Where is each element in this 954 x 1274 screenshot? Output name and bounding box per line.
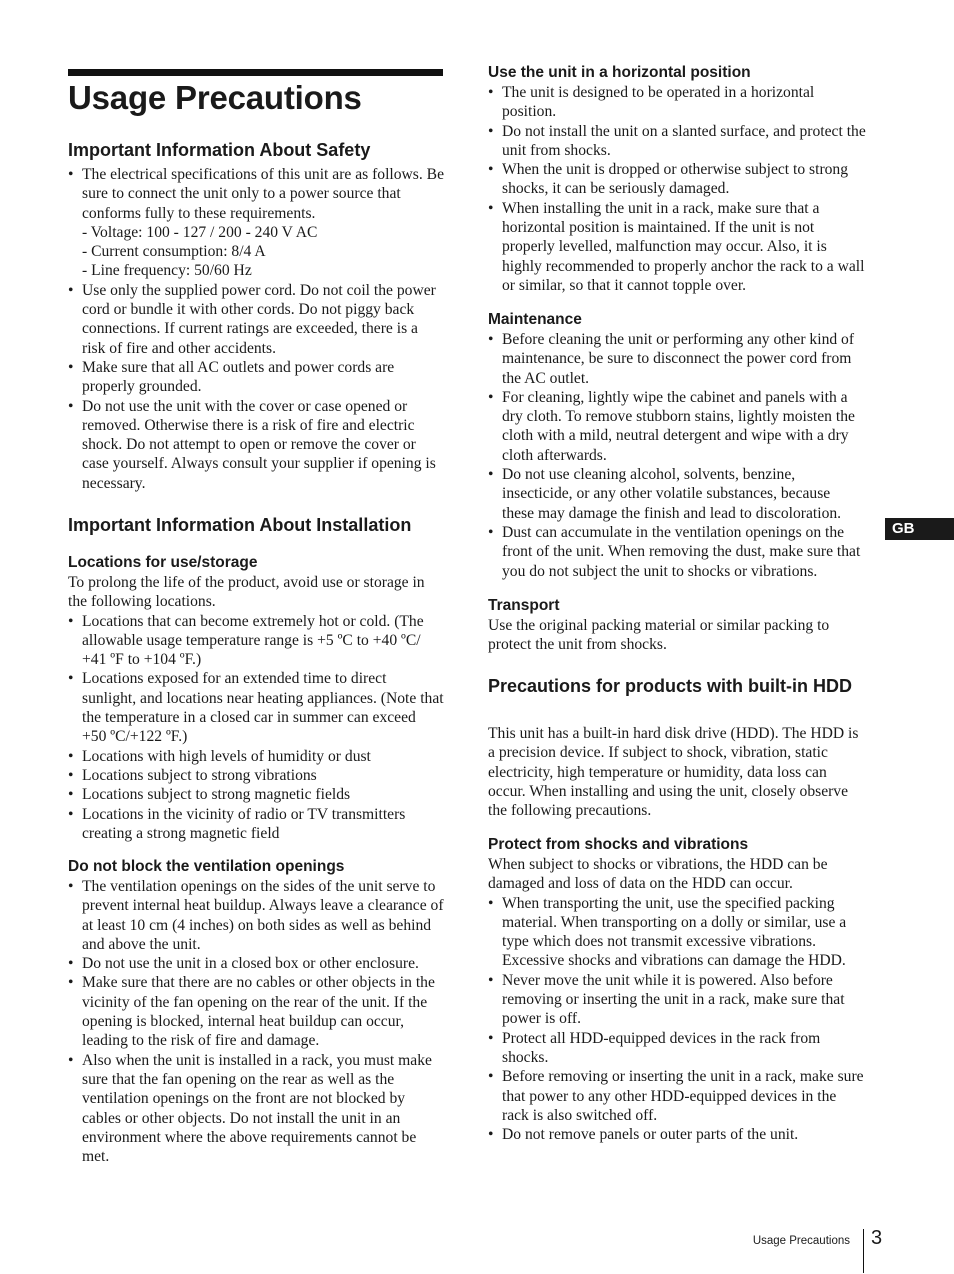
- hdd-heading: Precautions for products with built-in HDD: [488, 676, 852, 696]
- list-item: • Do not use the unit with the cover or case opened or removed. Otherwise there is a risk of fire and electric shock. Do not attempt to open or remove the cover or case yourself. Always consult your supplier if opening is necessary.: [68, 397, 444, 493]
- hdd-intro-block: [488, 724, 866, 820]
- maintenance-heading: Maintenance: [488, 311, 582, 328]
- list-item: • Protect all HDD-equipped devices in the rack from shocks.: [488, 1029, 866, 1068]
- spec-current: - Current consumption: 8/4 A: [82, 243, 266, 261]
- list-item: • Do not use the unit in a closed box or other enclosure.: [68, 954, 444, 973]
- list-item: • The unit is designed to be operated in a horizontal position.: [488, 83, 866, 122]
- locations-intro: To prolong the life of the product, avoid use or storage in the following locations.: [68, 574, 425, 611]
- list-item: • Before cleaning the unit or performing any other kind of maintenance, be sure to disconnect the power cord from the AC outlet.: [488, 330, 866, 388]
- list-item: • When installing the unit in a rack, make sure that a horizontal position is maintained. If the unit is not properly levelled, malfunction may occur. Also, it is highly recommended to properly anchor the rack to a wall or similar, so that it cannot topple over.: [488, 199, 866, 295]
- list-item: • Make sure that all AC outlets and power cords are properly grounded.: [68, 358, 444, 397]
- horizontal-block: [488, 63, 866, 295]
- list-item: • Locations subject to strong magnetic fields: [68, 785, 444, 804]
- title-rule: [68, 69, 443, 76]
- list-item: • Before removing or inserting the unit in a rack, make sure that power to any other HDD-equipped devices in the rack is also switched off.: [488, 1067, 866, 1125]
- list-item: • The ventilation openings on the sides of the unit serve to prevent internal heat buildup. Always leave a clearance of at least 10 cm (4 inches) on both sides as well as behind and above the unit.: [68, 877, 444, 954]
- protect-intro: When subject to shocks or vibrations, the HDD can be damaged and loss of data on the HDD can occur.: [488, 856, 828, 893]
- language-tab: GB: [885, 518, 954, 540]
- transport-heading: Transport: [488, 597, 560, 614]
- spec-frequency: - Line frequency: 50/60 Hz: [82, 262, 252, 280]
- list-item: • Also when the unit is installed in a rack, you must make sure that the fan opening on the rear as well as the ventilation openings on the front are not blocked by cables or other objects. Do not install the unit in an environment where the above requirements cannot be met.: [68, 1051, 444, 1167]
- list-item: • Locations exposed for an extended time to direct sunlight, and locations near heating appliances. (Note that the temperature in a closed car in summer can exceed +50 ºC/+122 ºF.): [68, 669, 444, 746]
- list-item: • When the unit is dropped or otherwise subject to strong shocks, it can be seriously damaged.: [488, 160, 866, 199]
- ventilation-block: [68, 857, 444, 1166]
- locations-block: [68, 553, 444, 843]
- list-item: • Locations in the vicinity of radio or TV transmitters creating a strong magnetic field: [68, 805, 444, 844]
- list-item: • Use only the supplied power cord. Do not coil the power cord or bundle it with other cords. Do not piggy back connections. If current ratings are exceeded, there is a risk of fire and other accidents.: [68, 281, 444, 358]
- locations-heading: Locations for use/storage: [68, 554, 258, 571]
- safety-heading: Important Information About Safety: [68, 140, 371, 160]
- hdd-section: [488, 675, 866, 698]
- footer-divider: [863, 1229, 864, 1273]
- spec-voltage: - Voltage: 100 - 127 / 200 - 240 V AC: [82, 223, 318, 241]
- list-item: • Dust can accumulate in the ventilation openings on the front of the unit. When removing the dust, make sure that you do not subject the unit to shocks or vibrations.: [488, 523, 866, 581]
- list-item: • For cleaning, lightly wipe the cabinet and panels with a dry cloth. To remove stubborn stains, lightly moisten the cloth with a mild, neutral detergent and wipe with a dry cloth afterwards.: [488, 388, 866, 465]
- hdd-intro: This unit has a built-in hard disk drive (HDD). The HDD is a precision device. If subject to shock, vibration, static electricity, high temperature or humidity, data loss can occur. When installing and using the unit, closely observe the following precautions.: [488, 725, 859, 820]
- protect-heading: Protect from shocks and vibrations: [488, 836, 749, 853]
- safety-section: [68, 139, 444, 162]
- list-item: • Never move the unit while it is powered. Also before removing or inserting the unit in a rack, make sure that power is off.: [488, 971, 866, 1029]
- safety-bullet-1: The electrical specifications of this unit are as follows. Be sure to connect the unit only to a power source that conforms fully to these requirements.: [82, 166, 444, 222]
- page-title: Usage Precautions: [68, 79, 362, 116]
- transport-block: [488, 596, 866, 655]
- installation-section: [68, 514, 444, 537]
- maintenance-block: [488, 310, 866, 581]
- footer-label: Usage Precautions: [752, 1235, 850, 1247]
- list-item: • Do not remove panels or outer parts of the unit.: [488, 1125, 866, 1144]
- transport-text: Use the original packing material or similar packing to protect the unit from shocks.: [488, 617, 830, 654]
- list-item: • Do not use cleaning alcohol, solvents, benzine, insecticide, or any other volatile substances, because these may damage the finish and lead to discoloration.: [488, 465, 866, 523]
- ventilation-heading: Do not block the ventilation openings: [68, 858, 345, 875]
- safety-list: [68, 165, 444, 493]
- list-item: • Locations with high levels of humidity or dust: [68, 747, 444, 766]
- list-item: [68, 165, 444, 281]
- protect-block: [488, 835, 866, 1144]
- list-item: • When transporting the unit, use the specified packing material. When transporting on a dolly or similar, use a type which does not transmit excessive vibrations. Excessive shocks and vibrations can damage the HDD.: [488, 894, 866, 971]
- horizontal-heading: Use the unit in a horizontal position: [488, 64, 751, 81]
- installation-heading: Important Information About Installation: [68, 515, 412, 535]
- list-item: • Locations that can become extremely hot or cold. (The allowable usage temperature range is +5 ºC to +40 ºC/ +41 ºF to +104 ºF.): [68, 612, 444, 670]
- page-number: 3: [871, 1227, 883, 1249]
- list-item: • Locations subject to strong vibrations: [68, 766, 444, 785]
- list-item: • Do not install the unit on a slanted surface, and protect the unit from shocks.: [488, 122, 866, 161]
- list-item: • Make sure that there are no cables or other objects in the vicinity of the fan opening on the rear of the unit. If the opening is blocked, internal heat buildup can occur, leading to the risk of fire and damage.: [68, 973, 444, 1050]
